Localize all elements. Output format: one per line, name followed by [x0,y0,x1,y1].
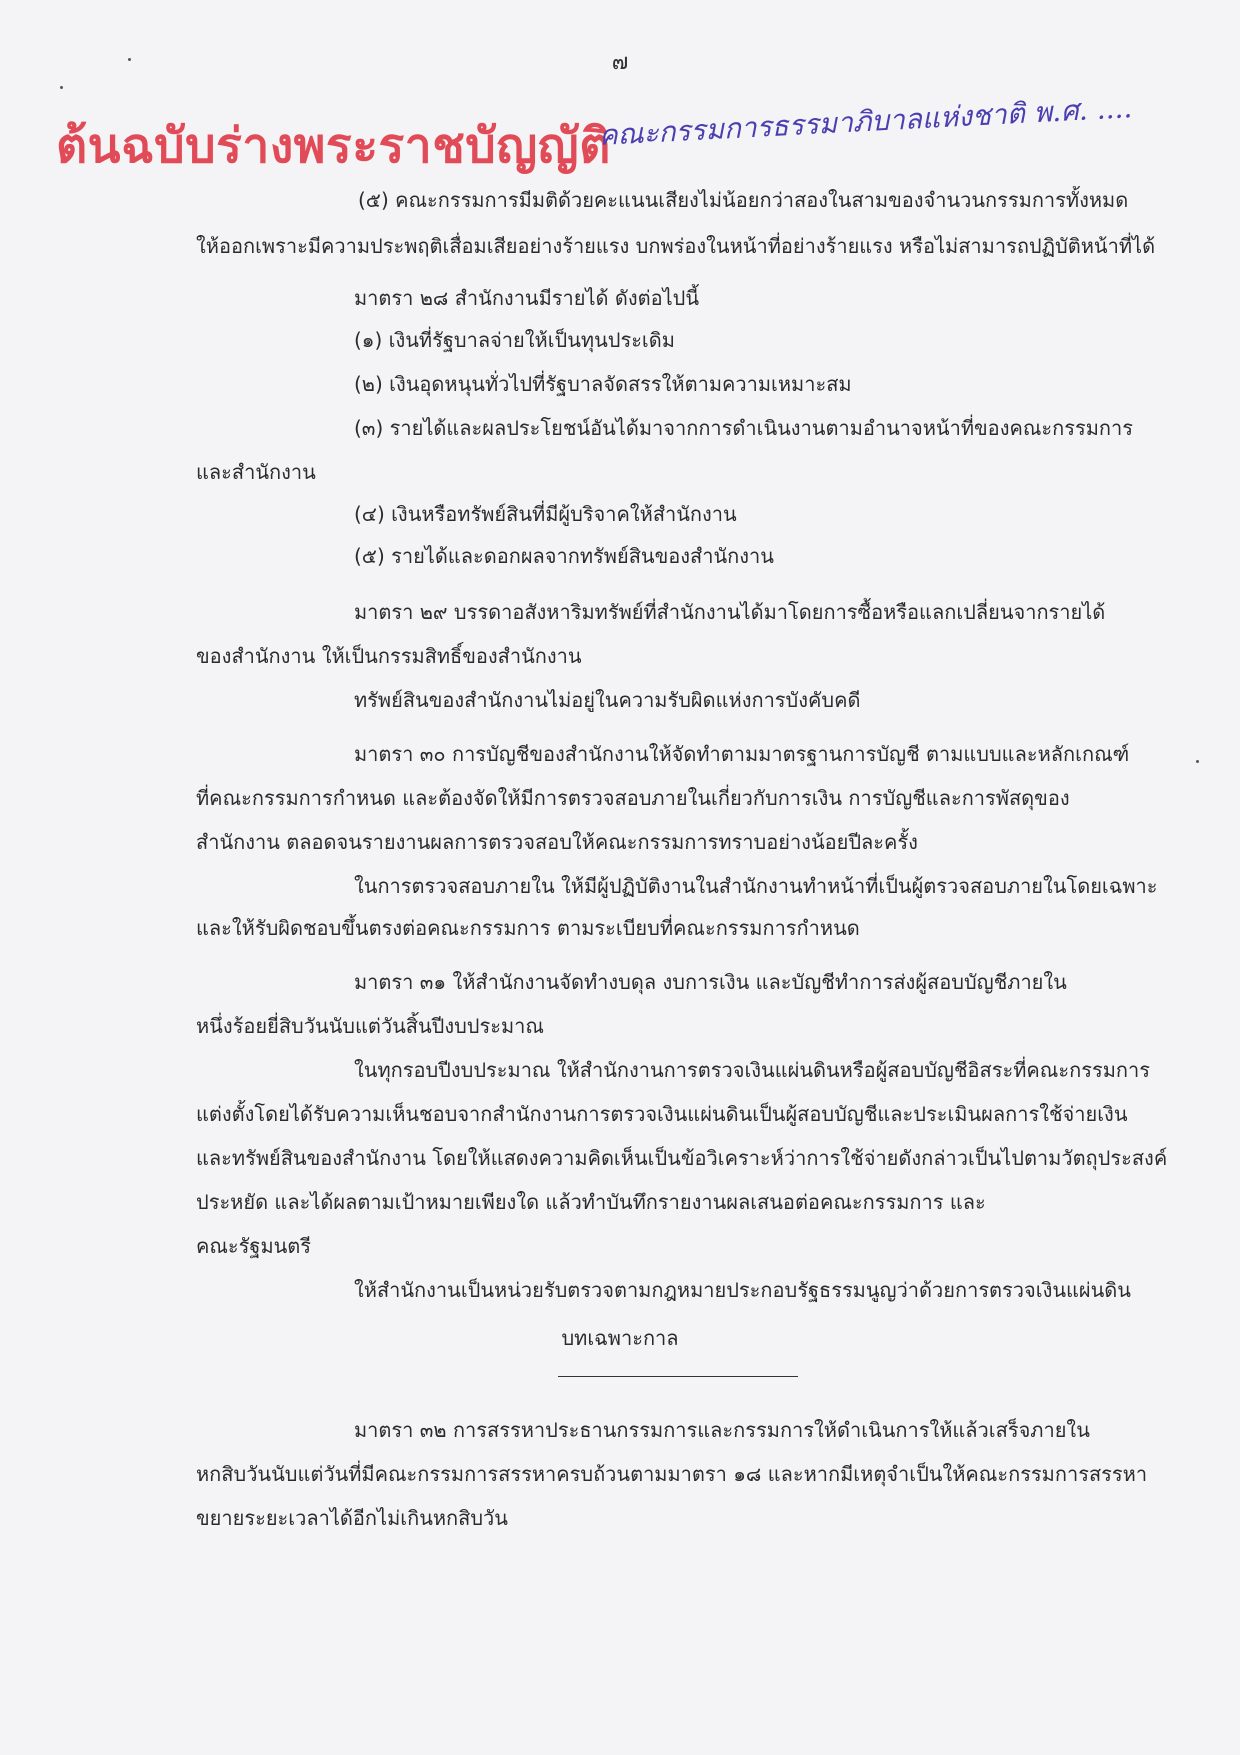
text-line: ในการตรวจสอบภายใน ให้มีผู้ปฏิบัติงานในสำนักงานทำหน้าที่เป็นผู้ตรวจสอบภายในโดยเฉพาะ [354,874,1158,898]
text-line: ของสำนักงาน ให้เป็นกรรมสิทธิ์ของสำนักงาน [196,644,582,668]
text-line: มาตรา ๒๙ บรรดาอสังหาริมทรัพย์ที่สำนักงานได้มาโดยการซื้อหรือแลกเปลี่ยนจากรายได้ [354,600,1106,624]
text-line: ประหยัด และได้ผลตามเป้าหมายเพียงใด แล้วทำบันทึกรายงานผลเสนอต่อคณะกรรมการ และ [196,1190,986,1214]
text-line: และสำนักงาน [196,460,316,484]
text-line: หกสิบวันนับแต่วันที่มีคณะกรรมการสรรหาครบถ้วนตามมาตรา ๑๘ และหากมีเหตุจำเป็นให้คณะกรรมการสรรหา [196,1462,1148,1486]
text-line: ทรัพย์สินของสำนักงานไม่อยู่ในความรับผิดแห่งการบังคับคดี [354,688,861,712]
draft-stamp: ต้นฉบับร่างพระราชบัญญัติ [56,118,611,174]
text-line: (๕) คณะกรรมการมีมติด้วยคะแนนเสียงไม่น้อยกว่าสองในสามของจำนวนกรรมการทั้งหมด [358,188,1129,212]
text-line: และให้รับผิดชอบขึ้นตรงต่อคณะกรรมการ ตามระเบียบที่คณะกรรมการกำหนด [196,916,860,940]
text-line: หนึ่งร้อยยี่สิบวันนับแต่วันสิ้นปีงบประมาณ [196,1014,544,1038]
text-line: สำนักงาน ตลอดจนรายงานผลการตรวจสอบให้คณะกรรมการทราบอย่างน้อยปีละครั้ง [196,830,918,854]
text-line: (๕) รายได้และดอกผลจากทรัพย์สินของสำนักงาน [354,544,774,568]
scan-speck [1196,760,1199,763]
text-line: คณะรัฐมนตรี [196,1234,312,1258]
text-line: (๒) เงินอุดหนุนทั่วไปที่รัฐบาลจัดสรรให้ตามความเหมาะสม [354,372,852,396]
scan-speck [60,86,63,89]
page-number: ๗ [611,50,629,75]
text-line: มาตรา ๒๘ สำนักงานมีรายได้ ดังต่อไปนี้ [354,286,700,310]
text-line: แต่งตั้งโดยได้รับความเห็นชอบจากสำนักงานการตรวจเงินแผ่นดินเป็นผู้สอบบัญชีและประเมินผลการใช้จ่ายเงิน [196,1102,1128,1126]
section-divider [558,1376,798,1377]
text-line: ขยายระยะเวลาได้อีกไม่เกินหกสิบวัน [196,1506,508,1530]
text-line: มาตรา ๓๒ การสรรหาประธานกรรมการและกรรมการให้ดำเนินการให้แล้วเสร็จภายใน [354,1418,1090,1442]
text-line: และทรัพย์สินของสำนักงาน โดยให้แสดงความคิดเห็นเป็นข้อวิเคราะห์ว่าการใช้จ่ายดังกล่าวเป็นไปตามวัตถุประสงค์ [196,1146,1168,1170]
text-line: ให้สำนักงานเป็นหน่วยรับตรวจตามกฎหมายประกอบรัฐธรรมนูญว่าด้วยการตรวจเงินแผ่นดิน [354,1278,1131,1302]
text-line: มาตรา ๓๐ การบัญชีของสำนักงานให้จัดทำตามมาตรฐานการบัญชี ตามแบบและหลักเกณฑ์ [354,742,1130,766]
text-line: (๑) เงินที่รัฐบาลจ่ายให้เป็นทุนประเดิม [354,328,675,352]
text-line: (๓) รายได้และผลประโยชน์อันได้มาจากการดำเนินงานตามอำนาจหน้าที่ของคณะกรรมการ [354,416,1133,440]
section-heading: บทเฉพาะกาล [561,1326,679,1350]
text-line: ให้ออกเพราะมีความประพฤติเสื่อมเสียอย่างร้ายแรง บกพร่องในหน้าที่อย่างร้ายแรง หรือไม่สามารถปฏิบัติหน้าที่ได้ [196,234,1156,258]
handwritten-title-note: คณะกรรมการธรรมาภิบาลแห่งชาติ พ.ศ. .... [597,91,1133,153]
text-line: (๔) เงินหรือทรัพย์สินที่มีผู้บริจาคให้สำนักงาน [354,502,737,526]
text-line: มาตรา ๓๑ ให้สำนักงานจัดทำงบดุล งบการเงิน และบัญชีทำการส่งผู้สอบบัญชีภายใน [354,970,1067,994]
text-line: ในทุกรอบปีงบประมาณ ให้สำนักงานการตรวจเงินแผ่นดินหรือผู้สอบบัญชีอิสระที่คณะกรรมการ [354,1058,1150,1082]
text-line: ที่คณะกรรมการกำหนด และต้องจัดให้มีการตรวจสอบภายในเกี่ยวกับการเงิน การบัญชีและการพัสดุของ [196,786,1070,810]
